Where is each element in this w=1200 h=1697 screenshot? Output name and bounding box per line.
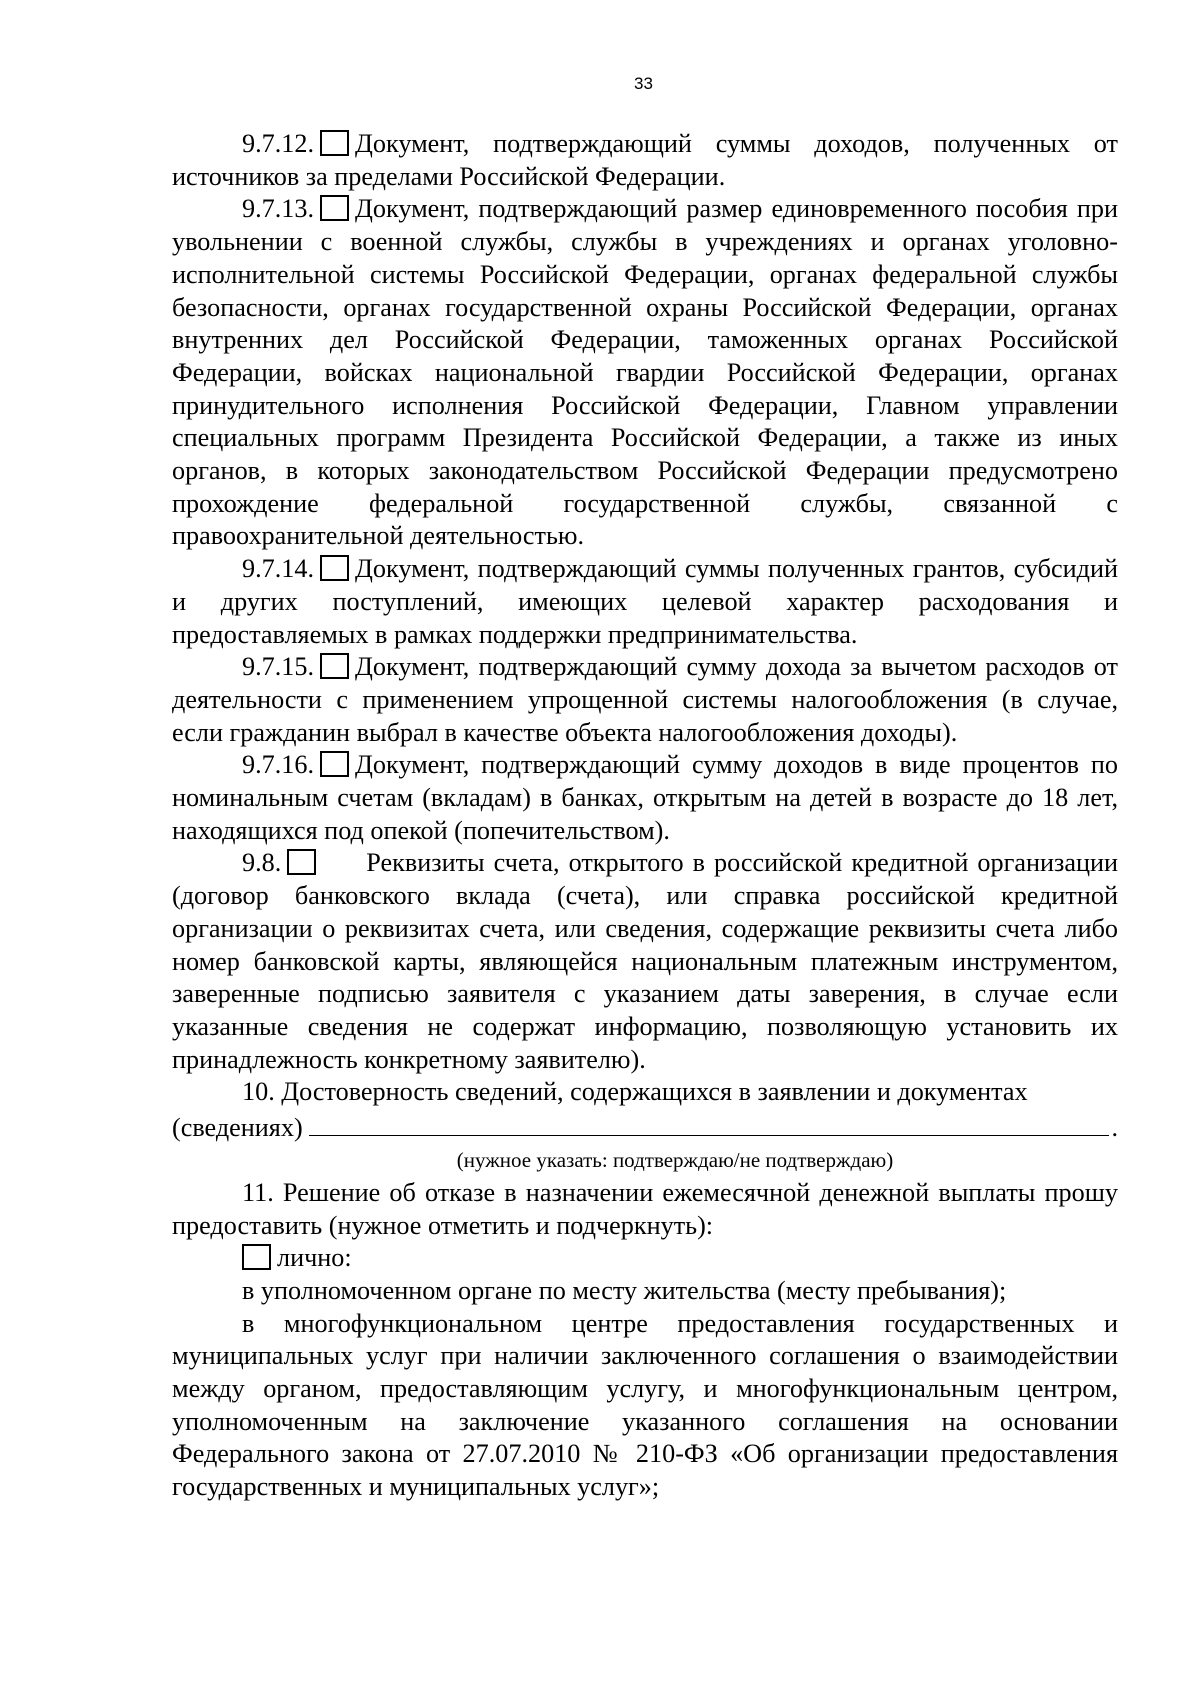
checkbox-personal[interactable]	[242, 1244, 271, 1270]
option-authority: в уполномоченном органе по месту жительства (месту пребывания);	[242, 1275, 1007, 1305]
item-number: 9.7.16.	[242, 750, 315, 780]
item-text: Документ, подтверждающий сумму доходов в виде процентов по номинальным счетам (вкладам) в банках, открытым на детей в возрасте до 18 лет, находящихся под опекой (попечительством).	[172, 750, 1118, 845]
checkbox-9-7-15[interactable]	[320, 653, 349, 679]
section-10-caption: (нужное указать: подтверждаю/не подтверждаю)	[456, 1147, 894, 1172]
section-11-text: 11. Решение об отказе в назначении ежемесячной денежной выплаты прошу предоставить (нужное отметить и подчеркнуть):	[172, 1177, 1118, 1240]
checkbox-9-7-12[interactable]	[320, 130, 349, 156]
item-9-7-16	[172, 749, 1118, 847]
checkbox-9-8[interactable]	[287, 849, 316, 875]
section-10-line-end: .	[1111, 1113, 1118, 1143]
page-number: 33	[634, 74, 653, 93]
item-number: 9.7.14.	[242, 554, 315, 584]
section-10-text: 10. Достоверность сведений, содержащихся в заявлении и документах	[242, 1077, 1028, 1107]
item-9-7-12	[172, 128, 1118, 193]
option-personal-label: лично:	[277, 1243, 352, 1273]
item-text: Документ, подтверждающий размер единовременного пособия при увольнении с военной службы, службы в учреждениях и органах уголовно-исполнительной системы Российской Федерации, органах федеральной службы безопасности, органах государственной охраны Российской Федерации, органах внутренних дел Российской Федерации, таможенных органах Российской Федерации, войсках национальной гвардии Российской Федерации, органах принудительного исполнения Российской Федерации, Главном управлении специальных программ Президента Российской Федерации, а также из иных органов, в которых законодательством Российской Федерации предусмотрено прохождение федеральной государственной службы, связанной с правоохранительной деятельностью.	[172, 194, 1118, 551]
item-9-8	[172, 847, 1118, 1076]
item-9-7-13	[172, 193, 1118, 553]
item-9-7-15	[172, 651, 1118, 749]
checkbox-9-7-13[interactable]	[320, 195, 349, 221]
item-9-7-14	[172, 553, 1118, 651]
document-body	[172, 128, 1118, 1504]
item-number: 9.8.	[242, 848, 282, 878]
item-number: 9.7.13.	[242, 194, 315, 224]
item-text: Документ, подтверждающий суммы доходов, полученных от источников за пределами Российской Федерации.	[172, 129, 1118, 191]
item-number: 9.7.15.	[242, 652, 315, 682]
item-text: Документ, подтверждающий сумму дохода за вычетом расходов от деятельности с применением упрощенной системы налогообложения (в случае, если гражданин выбрал в качестве объекта налогообложения доходы).	[172, 652, 1118, 747]
section-10-line-label: (сведениях)	[172, 1113, 303, 1143]
section-10-answer-field[interactable]	[309, 1109, 1110, 1136]
section-10-answer-row	[172, 1109, 1118, 1145]
option-mfc: в многофункциональном центре предоставления государственных и муниципальных услуг при наличии заключенного соглашения о взаимодействии между органом, предоставляющим услугу, и многофункциональным центром, уполномоченным на заключение указанного соглашения на основании Федерального закона от 27.07.2010 № 210-ФЗ «Об организации предоставления государственных и муниципальных услуг»;	[172, 1308, 1118, 1502]
option-personal	[172, 1242, 1118, 1275]
item-number: 9.7.12.	[242, 129, 315, 158]
item-text: Реквизиты счета, открытого в российской кредитной организации (договор банковского вклада (счета), или справка российской кредитной организации о реквизитах счета, или сведения, содержащие реквизиты счета либо номер банковской карты, являющейся национальным платежным инструментом, заверенные подписью заявителя с указанием даты заверения, в случае если указанные сведения не содержат информацию, позволяющую установить их принадлежность конкретному заявителю).	[172, 848, 1118, 1074]
checkbox-9-7-16[interactable]	[320, 751, 349, 777]
item-text: Документ, подтверждающий суммы полученных грантов, субсидий и других поступлений, имеющих целевой характер расходования и предоставляемых в рамках поддержки предпринимательства.	[172, 554, 1118, 649]
checkbox-9-7-14[interactable]	[320, 555, 349, 581]
